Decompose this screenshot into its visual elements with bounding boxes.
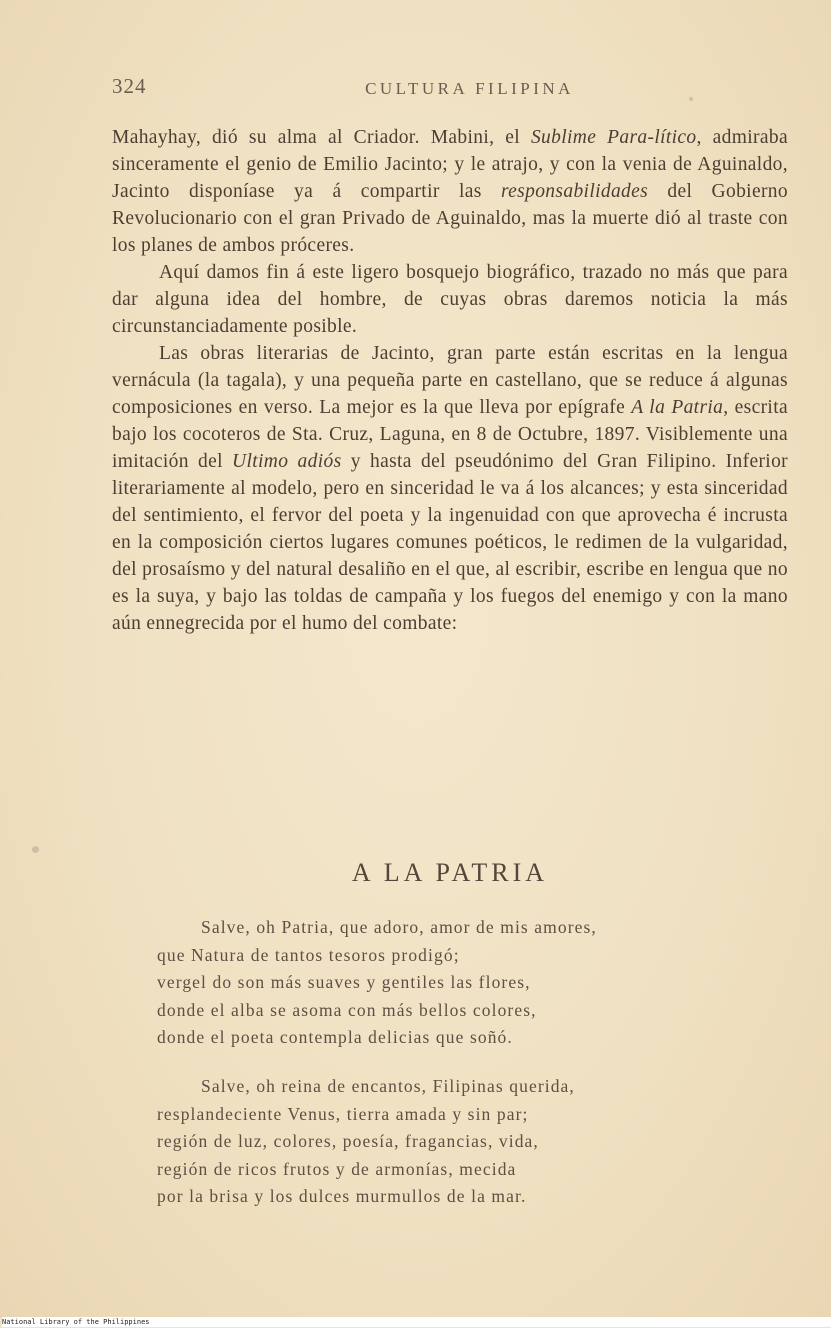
- poem-line: que Natura de tantos tesoros prodigó;: [157, 944, 460, 965]
- prose-paragraph: [112, 340, 788, 637]
- italic-title-run: A la Patria: [631, 397, 724, 418]
- prose-paragraph: [112, 124, 788, 259]
- poem-line: vergel do son más suaves y gentiles las flores,: [157, 972, 531, 992]
- italic-title-run: responsabilidades: [500, 181, 649, 202]
- page-number: 324: [112, 74, 147, 98]
- page-header: [112, 74, 787, 104]
- text-run: Aquí damos fin á este ligero bosquejo biográfico, trazado no más que para dar alguna idea del hombre, de cuyas obras daremos noticia la más circunstanciadamente posible.: [112, 262, 788, 337]
- text-run: y hasta del pseudónimo del Gran Filipino. Inferior literariamente al modelo, pero en sinceridad le va á los alcances; y esta sinceridad del sentimiento, el fervor del poeta y la ingenuidad con que aprovecha é incrusta en la composición ciertos lugares comunes poéticos, le redimen de la vulgaridad, del prosaísmo y del natural desaliño en el que, al escribir, escribe en lengua que no es la suya, y bajo las toldas de campaña y los fuegos del enemigo y con la mano aún ennegrecida por el humo del combate:: [112, 451, 789, 634]
- poem-stanza-2: [157, 1073, 787, 1211]
- poem-line: Salve, oh Patria, que adoro, amor de mis amores,: [201, 917, 597, 937]
- poem-line: región de ricos frutos y de armonías, mecida: [157, 1158, 517, 1179]
- paper-blemish: [689, 97, 693, 101]
- paper-blemish: [32, 846, 39, 853]
- poem-line: donde el poeta contempla delicias que soñó.: [157, 1027, 513, 1047]
- prose-body: [112, 124, 788, 637]
- poem-line: por la brisa y los dulces murmullos de la mar.: [157, 1186, 527, 1206]
- library-credit: National Library of the Philippines: [2, 1317, 831, 1327]
- text-run: , admiraba sinceramente el genio de Emilio Jacinto; y le atrajo, y con la venia de Aguinaldo, Jacinto disponíase ya á compartir las: [112, 127, 789, 202]
- poem-line: resplandeciente Venus, tierra amada y sin par;: [157, 1103, 529, 1124]
- poem-line: donde el alba se asoma con más bellos colores,: [157, 999, 537, 1020]
- poem-title: A LA PATRIA: [351, 858, 549, 887]
- text-run: Las obras literarias de Jacinto, gran parte están escritas en la lengua vernácula (la tagala), y una pequeña parte en castellano, que se reduce á algunas composiciones en verso. La mejor es la que lleva por epígrafe: [112, 343, 788, 418]
- prose-paragraph: [112, 259, 788, 340]
- italic-title-run: Sublime Para-lítico: [530, 127, 697, 148]
- poem-line: Salve, oh reina de encantos, Filipinas querida,: [201, 1076, 575, 1096]
- italic-title-run: Ultimo adiós: [232, 451, 342, 472]
- text-run: del Gobierno Revolucionario con el gran Privado de Aguinaldo, mas la muerte dió al traste con los planes de ambos próceres.: [112, 181, 788, 256]
- text-run: Mahayhay, dió su alma al Criador. Mabini, el: [112, 127, 531, 148]
- text-run: , escrita bajo los cocoteros de Sta. Cruz, Laguna, en 8 de Octubre, 1897. Visiblemente una imitación del: [112, 397, 788, 472]
- poem-line: región de luz, colores, poesía, fragancias, vida,: [157, 1131, 539, 1151]
- running-head: CULTURA FILIPINA: [365, 79, 574, 98]
- poem-stanza-1: [157, 914, 787, 1052]
